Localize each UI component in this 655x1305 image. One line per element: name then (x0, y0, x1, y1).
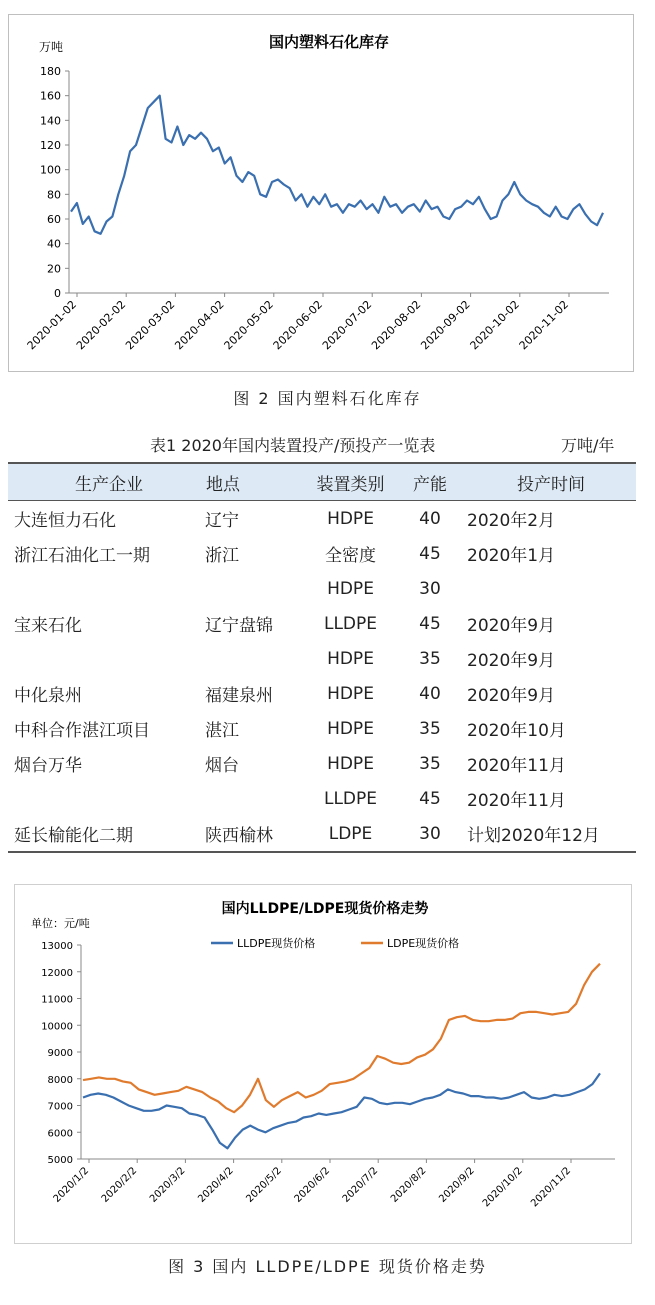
price-chart (15, 885, 631, 1243)
cell-capacity: 30 (419, 578, 441, 599)
cell-location: 浙江 (205, 546, 239, 566)
x-tick-label: 2020/1/2 (51, 1165, 92, 1205)
cell-capacity: 45 (419, 543, 441, 564)
cell-location (205, 781, 302, 816)
table-row (8, 816, 636, 852)
cell-start-time: 2020年11月 (467, 756, 566, 776)
x-tick-label: 2020/5/2 (244, 1165, 284, 1205)
y-tick-label: 140 (40, 114, 61, 128)
header-capacity: 产能 (399, 463, 461, 501)
cell-start-time: 2020年9月 (467, 686, 556, 706)
cell-capacity: 40 (419, 683, 441, 704)
x-tick-label: 2020/8/2 (388, 1165, 429, 1205)
cell-unit-type: LLDPE (323, 613, 378, 634)
x-tick-label: 2020-08-02 (369, 297, 424, 353)
y-axis-unit: 万吨 (39, 40, 64, 54)
x-tick-label: 2020-07-02 (319, 297, 375, 353)
cell-company: 烟台万华 (14, 756, 82, 776)
x-tick-label: 2020-02-02 (73, 297, 129, 353)
y-tick-label: 120 (40, 139, 61, 152)
cell-capacity: 45 (419, 788, 441, 809)
cell-capacity: 30 (399, 816, 461, 852)
cell-location: 湛江 (205, 721, 239, 741)
y-tick-label: 160 (40, 89, 61, 103)
header-start-time: 投产时间 (461, 463, 636, 501)
cell-start-time: 2020年2月 (467, 511, 556, 531)
cell-unit-type: LLDPE (323, 788, 378, 809)
y-axis-unit: 单位：元/吨 (31, 917, 90, 930)
cell-location (205, 641, 302, 676)
x-tick-label: 2020-06-02 (270, 297, 326, 353)
table-row (8, 711, 636, 746)
y-tick-label: 40 (47, 237, 61, 251)
cell-capacity: 35 (419, 753, 441, 774)
cell-company: 浙江石油化工一期 (14, 546, 150, 566)
x-tick-label: 2020/10/2 (480, 1165, 525, 1210)
table-row (8, 676, 636, 711)
inventory-chart-panel (8, 14, 634, 372)
x-tick-label: 2020-03-02 (123, 297, 178, 353)
cell-company: 中科合作湛江项目 (14, 721, 150, 741)
figure-3-caption: 图 3 国内 LLDPE/LDPE 现货价格走势 (168, 1257, 487, 1276)
x-tick-label: 2020-09-02 (418, 297, 473, 353)
table-row (8, 571, 636, 606)
x-tick-label: 2020/3/2 (147, 1165, 188, 1205)
price-chart-panel (14, 884, 632, 1244)
x-tick-label: 2020-11-02 (516, 297, 572, 353)
inventory-chart (9, 15, 633, 371)
y-tick-label: 180 (40, 65, 61, 78)
cell-location: 辽宁盘锦 (205, 616, 273, 636)
cell-capacity: 35 (419, 718, 441, 739)
cell-unit-type: HDPE (327, 578, 374, 599)
x-tick-label: 2020/6/2 (292, 1165, 333, 1205)
chart-title: 国内塑料石化库存 (268, 33, 390, 51)
cell-unit-type: HDPE (327, 683, 374, 704)
cell-unit-type: HDPE (327, 648, 374, 669)
cell-start-time: 2020年11月 (467, 791, 566, 811)
table-unit: 万吨/年 (561, 436, 615, 455)
table-title: 表1 2020年国内装置投产/预投产一览表 (150, 436, 436, 455)
cell-start-time: 计划2020年12月 (461, 816, 636, 852)
cell-company: 中化泉州 (14, 686, 82, 706)
x-tick-label: 2020/9/2 (437, 1165, 477, 1205)
table-header-row (8, 463, 636, 501)
table-row (8, 536, 636, 571)
cell-capacity: 35 (419, 648, 441, 669)
header-unit-type: 装置类别 (302, 463, 399, 501)
capacity-table (8, 462, 636, 853)
x-tick-label: 2020-05-02 (221, 297, 276, 353)
x-tick-label: 2020/4/2 (196, 1165, 236, 1205)
y-tick-label: 11000 (41, 994, 73, 1006)
cell-company (8, 571, 205, 606)
cell-start-time: 2020年9月 (467, 616, 556, 636)
cell-start-time (461, 571, 636, 606)
legend-label: LDPE现货价格 (387, 937, 460, 950)
y-tick-label: 60 (47, 213, 61, 226)
table-row (8, 641, 636, 676)
cell-start-time: 2020年10月 (467, 721, 566, 741)
cell-location: 烟台 (205, 756, 239, 776)
y-tick-label: 0 (54, 287, 61, 300)
y-tick-label: 6000 (47, 1128, 73, 1140)
series-line-2 (83, 964, 600, 1112)
cell-unit-type: HDPE (327, 508, 374, 529)
cell-company: 延长榆能化二期 (8, 816, 205, 852)
cell-company (8, 781, 205, 816)
x-tick-label: 2020/2/2 (99, 1165, 140, 1205)
cell-capacity: 40 (419, 508, 441, 529)
y-tick-label: 13000 (41, 941, 73, 952)
series-line-1 (71, 96, 603, 234)
series-line-1 (83, 1073, 600, 1148)
x-tick-label: 2020/7/2 (340, 1165, 381, 1205)
y-tick-label: 20 (47, 262, 61, 276)
chart-title: 国内LLDPE/LDPE现货价格走势 (221, 901, 429, 917)
cell-location: 辽宁 (205, 511, 239, 531)
cell-unit-type: HDPE (327, 753, 374, 774)
cell-company (8, 641, 205, 676)
cell-start-time: 2020年9月 (467, 651, 556, 671)
cell-capacity: 45 (419, 613, 441, 634)
cell-location: 陕西榆林 (205, 816, 302, 852)
header-company: 生产企业 (8, 463, 205, 501)
y-tick-label: 12000 (41, 967, 73, 979)
y-tick-label: 10000 (41, 1021, 73, 1033)
x-tick-label: 2020-10-02 (467, 297, 522, 353)
cell-unit-type: LDPE (302, 816, 399, 852)
table-row (8, 501, 636, 537)
y-tick-label: 100 (40, 163, 61, 177)
figure-2-caption: 图 2 国内塑料石化库存 (233, 389, 422, 408)
legend-label: LLDPE现货价格 (237, 937, 316, 950)
table-row (8, 746, 636, 781)
cell-company: 宝来石化 (14, 616, 82, 636)
y-tick-label: 8000 (47, 1074, 73, 1086)
y-tick-label: 5000 (47, 1155, 73, 1166)
cell-unit-type: 全密度 (325, 546, 376, 566)
table-row (8, 781, 636, 816)
y-tick-label: 7000 (47, 1101, 73, 1113)
y-tick-label: 80 (47, 188, 61, 202)
x-tick-label: 2020-01-02 (24, 297, 80, 353)
cell-location: 福建泉州 (205, 686, 273, 706)
x-tick-label: 2020/11/2 (529, 1165, 574, 1210)
y-tick-label: 9000 (47, 1048, 73, 1059)
header-location: 地点 (205, 463, 302, 501)
cell-unit-type: HDPE (327, 718, 374, 739)
cell-location (205, 571, 302, 606)
table-row (8, 606, 636, 641)
cell-start-time: 2020年1月 (467, 546, 556, 566)
cell-company: 大连恒力石化 (14, 511, 116, 531)
x-tick-label: 2020-04-02 (172, 297, 227, 353)
